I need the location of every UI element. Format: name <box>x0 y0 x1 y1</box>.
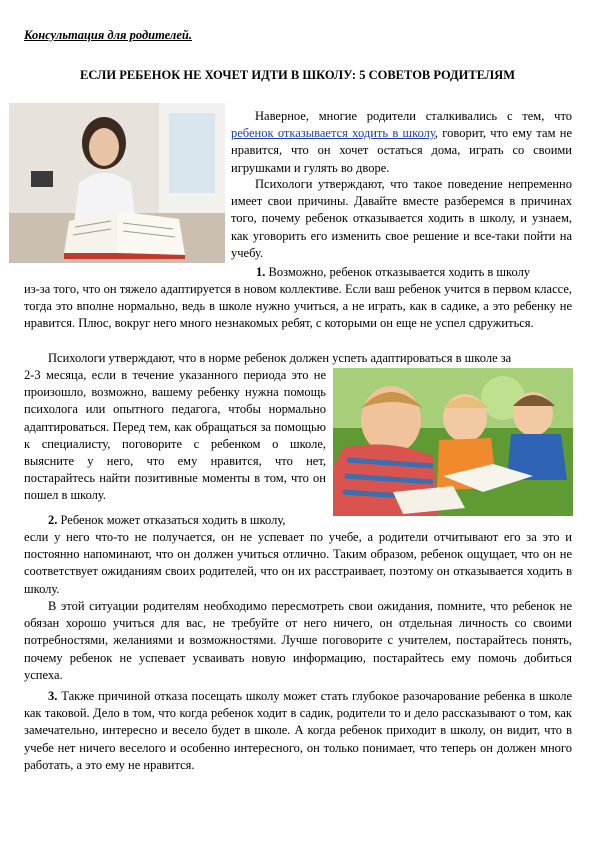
article-title: ЕСЛИ РЕБЕНОК НЕ ХОЧЕТ ИДТИ В ШКОЛУ: 5 СОВЕТОВ РОДИТЕЛЯМ <box>79 68 516 82</box>
intro-text-continued: , говорит, что ему там не нравится, что он хочет остаться дома, играть со своими игрушками и гулять во дворе. <box>231 126 573 175</box>
section-1-lead-text: Возможно, ребенок отказывается ходить в школу <box>265 265 531 279</box>
section-1-lead <box>256 264 572 281</box>
boys-reading-photo <box>333 368 573 516</box>
article-link[interactable]: ребенок отказывается ходить в школу <box>231 126 435 141</box>
section-1-paragraph-2: 2-3 месяца, если в течение указанного периода это не произошло, возможно, вашему ребенку нужна помощь психолога или опытного педагога, чтобы нормально адаптироваться. Перед тем, как обращаться за помощью к специалисту, поговорите с ребенком о школе, выясните у него, что ему нравится, что нет, постарайтесь найти позитивные моменты в том, что он пошел в школу. <box>24 368 326 503</box>
section-3-text: Также причиной отказа посещать школу может стать глубокое разочарование ребенка в школе как таковой. Дело в том, что когда ребенок ходит в садик, родители то и дело рассказывают о том, как замечательно, интересно и весело будет в школе. А когда ребенок приходит в школу, он видит, что в учебе нет ничего веселого и особенно интересного, он только понимает, что теперь он должен много работать, а это ему не нравится. <box>24 689 572 772</box>
section-3-paragraph <box>24 688 572 774</box>
section-2-lead <box>48 512 336 529</box>
section-1-number: 1. <box>256 265 266 279</box>
boys-reading-illustration <box>333 368 573 516</box>
section-2-paragraph: если у него что-то не получается, он не успевает по учебе, а родители отчитывают его за это и постоянно напоминают, что он должен учиться отлично. Таким образом, ребенок ощущает, что он не соответствует ожиданиям своих родителей, что он их расстраивает, поэтому он отказывается ходить в школу. <box>24 530 572 596</box>
section-1-paragraph-2-first-line: Психологи утверждают, что в норме ребенок должен успеть адаптироваться в школе за <box>48 351 512 365</box>
section-2-paragraph-2: В этой ситуации родителям необходимо пересмотреть свои ожидания, помните, что ребенок не обязан хорошо учиться для вас, не требуйте от него ничего, он отдельная личность со своими потребностями, желаниями и возможностями. Лучше поговорите с учителем, постарайтесь понять, почему ребенок не успевает усваивать новую информацию, постарайтесь ему помочь добиться успеха. <box>24 599 572 682</box>
girl-reading-photo <box>9 103 225 263</box>
section-2-number: 2. <box>48 513 58 527</box>
intro-text: Наверное, многие родители сталкивались с тем, что <box>255 109 572 123</box>
section-1-paragraph: из-за того, что он тяжело адаптируется в новом коллективе. Если ваш ребенок учится в первом классе, тогда это вполне нормально, ведь в школе нужно учиться, а не играть, как в садике, а это ребенку не нравится. Плюс, вокруг него много незнакомых ребят, с которыми он еще не успел сдружиться. <box>24 282 572 331</box>
consultation-header: Консультация для родителей. <box>24 28 192 42</box>
section-2-lead-text: Ребенок может отказаться ходить в школу, <box>57 513 286 527</box>
section-3-number: 3. <box>48 689 58 703</box>
girl-reading-illustration <box>9 103 225 263</box>
intro-paragraph-2: Психологи утверждают, что такое поведение непременно имеет свои причины. Давайте вместе разберемся в причинах того, почему ребенок отказывается ходить в школу, и узнаем, как уговорить его изменить свое решение и все-таки пойти на учебу. <box>231 177 572 260</box>
intro-paragraph-1 <box>231 108 572 177</box>
